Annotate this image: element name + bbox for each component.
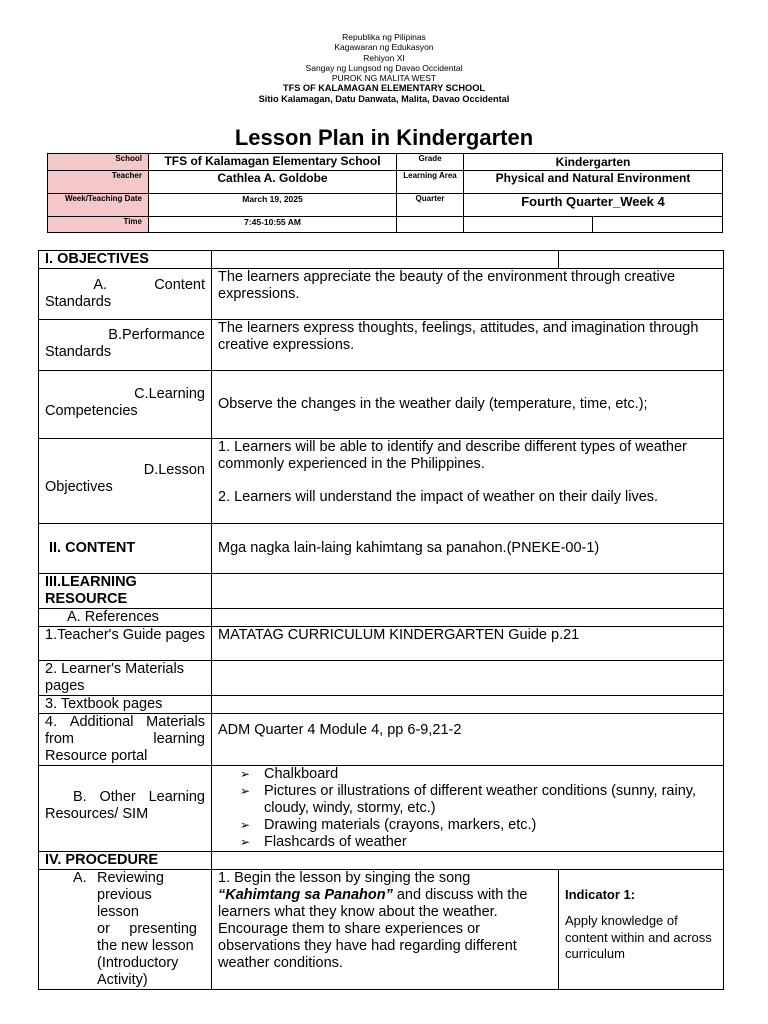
- song-title: “Kahimtang sa Panahon”: [218, 887, 393, 903]
- list-item: ➢ Drawing materials (crayons, markers, etc.): [240, 817, 723, 834]
- label-part: Reviewing: [97, 870, 164, 886]
- school-name: TFS OF KALAMAGAN ELEMENTARY SCHOOL: [283, 83, 485, 94]
- header-line: PUROK NG MALITA WEST: [331, 73, 437, 84]
- performance-standards-label: [39, 320, 212, 371]
- indicator-title: Indicator 1:: [565, 887, 636, 902]
- list-item: ➢ Pictures or illustrations of different weather conditions (sunny, rainy, cloudy, windy, stormy, etc.): [240, 783, 723, 817]
- label-part: Resources/ SIM: [45, 806, 149, 822]
- learners-materials-label: 2. Learner's Materials pages: [39, 661, 212, 696]
- resource-list: [212, 766, 723, 851]
- learning-competencies-label: [39, 371, 212, 439]
- time-value: 7:45-10:55 AM: [149, 217, 397, 233]
- label-part: Activity): [97, 972, 148, 988]
- indicator-cell: [559, 870, 724, 990]
- empty-cell: [464, 217, 593, 233]
- empty-cell: [212, 609, 724, 627]
- date-value: March 19, 2025: [149, 194, 397, 217]
- quarter-label: Quarter: [397, 194, 464, 217]
- label-part: 4.: [45, 714, 58, 730]
- empty-cell: [212, 661, 724, 696]
- header-line: Sangay ng Lungsod ng Davao Occidental: [305, 62, 463, 73]
- step-a-text: and discuss with the learners what they know about the weather. Encourage them to share experiences or observations they have had regarding different weather conditions.: [218, 887, 528, 971]
- label-part-b: Content: [154, 277, 205, 293]
- label-part-b: Standards: [45, 344, 112, 360]
- list-item: ➢ Chalkboard: [240, 766, 723, 783]
- school-value: TFS of Kalamagan Elementary School: [149, 154, 397, 171]
- objectives-heading: I. OBJECTIVES: [39, 251, 212, 269]
- school-label: School: [48, 154, 149, 171]
- quarter-value: Fourth Quarter_Week 4: [464, 194, 723, 217]
- label-part: Learning: [148, 789, 205, 805]
- header-line: Republika ng Pilipinas: [342, 32, 426, 42]
- step-a-label: [39, 870, 212, 990]
- step-a-prefix: 1. Begin the lesson by singing the song: [218, 870, 471, 886]
- textbook-label: 3. Textbook pages: [39, 696, 212, 714]
- date-label: Week/Teaching Date: [48, 194, 149, 217]
- label-part-a: A.: [45, 277, 108, 293]
- school-address: Sitio Kalamagan, Datu Danwata, Malita, Davao Occidental: [258, 93, 510, 104]
- label-part: the new lesson: [97, 938, 194, 954]
- grade-value: Kindergarten: [464, 154, 723, 171]
- learning-area-value: Physical and Natural Environment: [464, 171, 723, 194]
- header-line: Rehiyon XI: [363, 52, 405, 63]
- lesson-objective-1: 1. Learners will be able to identify and describe different types of weather commonly experienced in the Philippines.: [218, 439, 687, 472]
- indicator-text: Apply knowledge of content within and across curriculum: [565, 913, 712, 961]
- header-line: Kagawaran ng Edukasyon: [334, 42, 434, 53]
- lesson-objectives-value: [212, 439, 724, 524]
- empty-cell: [397, 217, 464, 233]
- teacher-value: Cathlea A. Goldobe: [149, 171, 397, 194]
- content-heading: II. CONTENT: [39, 524, 212, 574]
- label-part: Resource portal: [45, 748, 148, 764]
- other-resources-label: [39, 766, 212, 852]
- label-part: B.: [73, 789, 87, 805]
- empty-cell: [212, 696, 724, 714]
- references-label: A. References: [39, 609, 212, 627]
- info-table: [47, 153, 723, 233]
- label-part: presenting: [129, 921, 197, 937]
- list-item: ➢ Flashcards of weather: [240, 834, 723, 851]
- additional-materials-value: ADM Quarter 4 Module 4, pp 6-9,21-2: [212, 714, 724, 766]
- empty-cell: [593, 217, 723, 233]
- label-part-b: Competencies: [45, 403, 138, 419]
- label-part: Materials: [146, 714, 205, 730]
- lesson-objectives-label: [39, 439, 212, 524]
- label-part-c: Standards: [45, 294, 112, 310]
- empty-cell: [212, 852, 724, 870]
- empty-cell: [559, 251, 724, 269]
- lesson-plan-table: [38, 250, 724, 990]
- learning-competencies-value: Observe the changes in the weather daily (temperature, time, etc.);: [212, 371, 724, 439]
- label-part-b: Objectives: [45, 479, 113, 495]
- teachers-guide-label: 1.Teacher's Guide pages: [39, 627, 212, 661]
- additional-materials-label: [39, 714, 212, 766]
- other-resources-value: [212, 766, 724, 852]
- label-part: from: [45, 731, 74, 747]
- empty-cell: [212, 251, 559, 269]
- lesson-objective-2: 2. Learners will understand the impact of weather on their daily lives.: [218, 489, 659, 505]
- teacher-label: Teacher: [48, 171, 149, 194]
- document-header: [0, 32, 768, 104]
- empty-cell: [212, 574, 724, 609]
- time-label: Time: [48, 217, 149, 233]
- learning-resource-heading: III.LEARNING RESOURCE: [39, 574, 212, 609]
- label-part: or: [97, 921, 110, 937]
- label-part: A.: [73, 870, 87, 886]
- grade-label: Grade: [397, 154, 464, 171]
- performance-standards-value: The learners express thoughts, feelings, attitudes, and imagination through creative expressions.: [212, 320, 724, 371]
- label-part-a: C.Learning: [134, 386, 205, 402]
- learning-area-label: Learning Area: [397, 171, 464, 194]
- teachers-guide-value: MATATAG CURRICULUM KINDERGARTEN Guide p.21: [212, 627, 724, 661]
- content-standards-value: The learners appreciate the beauty of the environment through creative expressions.: [212, 269, 724, 320]
- label-part-a: D.Lesson: [143, 462, 205, 478]
- content-standards-label: [39, 269, 212, 320]
- label-part-a: B.Performance: [108, 327, 205, 343]
- label-part: learning: [153, 731, 205, 747]
- label-part: Additional: [69, 714, 134, 730]
- label-part: previous lesson: [97, 887, 152, 920]
- content-value: Mga nagka lain-laing kahimtang sa panahon.(PNEKE-00-1): [212, 524, 724, 574]
- procedure-heading: IV. PROCEDURE: [39, 852, 212, 870]
- step-a-value: [212, 870, 559, 990]
- label-part: Other: [99, 789, 136, 805]
- page-title: Lesson Plan in Kindergarten: [234, 125, 534, 150]
- label-part: (Introductory: [97, 955, 179, 971]
